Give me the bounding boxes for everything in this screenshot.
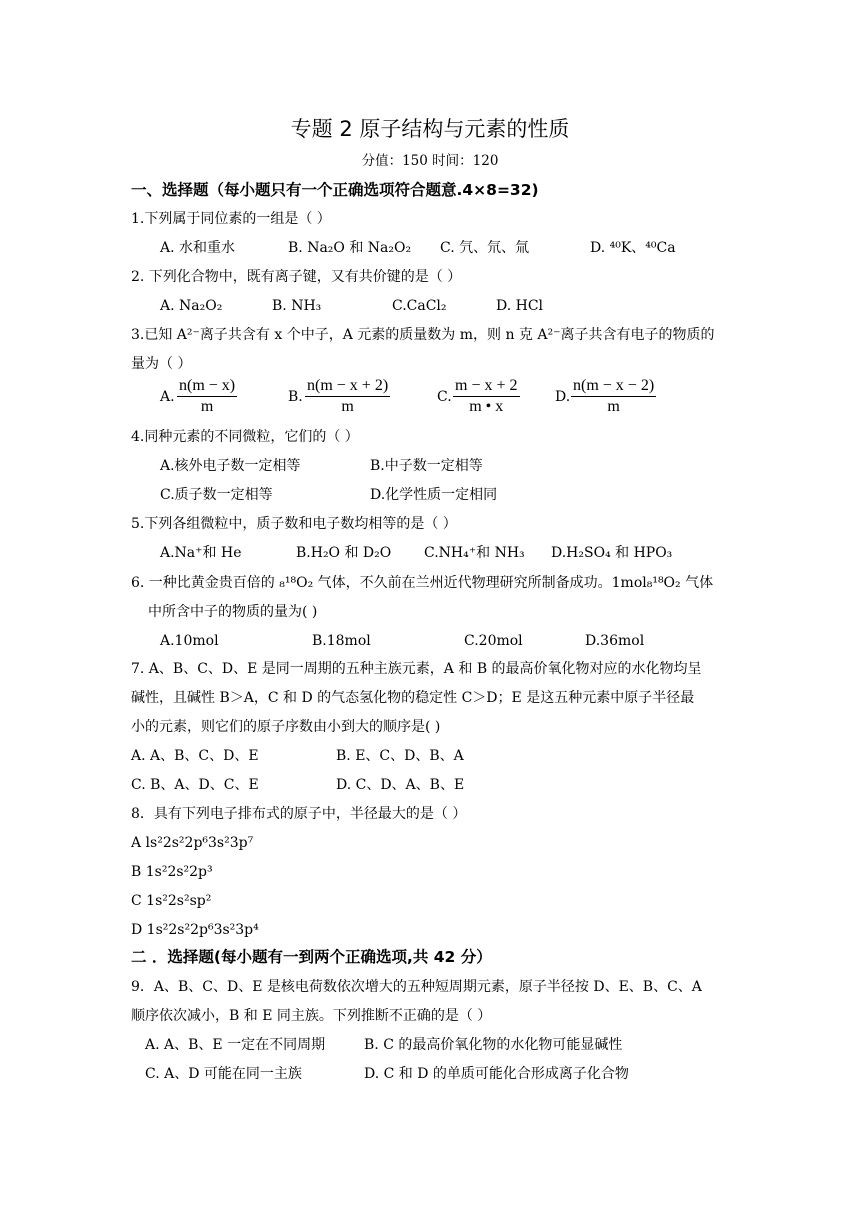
q1-option-b: B. Na₂O 和 Na₂O₂ [288,240,412,256]
q7-option-b: B. E、C、D、B、A [336,748,464,764]
q9-stem-line1: 9．A、B、C、D、E 是核电荷数依次增大的五种短周期元素，原子半径按 D、E、B、C、A [131,979,702,995]
q9-option-d: D. C 和 D 的单质可能化合形成离子化合物 [364,1066,629,1082]
q5-option-d: D.H₂SO₄ 和 HPO₃ [551,545,673,561]
score-time: 分值：150 时间：120 [361,153,499,169]
q3-c-denominator: m • x [469,398,504,415]
section-1-heading: 一、选择题（每小题只有一个正确选项符合题意.4×8=32) [131,181,539,199]
section-2-heading: 二 ．选择题(每小题有一到两个正确选项,共 42 分） [131,948,492,966]
q3-option-a-label: A. [160,389,175,405]
q4-option-b: B.中子数一定相等 [370,458,483,474]
q1-option-c: C. 氕、氘、氚 [440,240,530,256]
q5-option-b: B.H₂O 和 D₂O [296,545,392,561]
q3-option-d-label: D. [555,389,571,405]
q4-stem: 4.同种元素的不同微粒，它们的（ ） [131,429,359,445]
q2-option-b: B. NH₃ [272,298,322,314]
q3-stem-line1: 3.已知 A²⁻离子共含有 x 个中子，A 元素的质量数为 m，则 n 克 A²⁻离子共含有电子的物质的 [131,327,715,343]
q9-option-a: A. A、B、E 一定在不同周期 [145,1037,326,1053]
q6-stem-line2: 中所含中子的物质的量为( ) [148,604,318,620]
q9-option-b: B. C 的最高价氧化物的水化物可能显碱性 [364,1037,623,1053]
q7-stem-line2: 碱性，且碱性 B＞A，C 和 D 的气态氢化物的稳定性 C＞D；E 是这五种元素中原子半径最 [131,690,695,706]
q1-stem: 1.下列属于同位素的一组是（ ） [131,211,331,227]
q5-stem: 5.下列各组微粒中，质子数和电子数均相等的是（ ） [131,516,457,532]
q3-b-denominator: m [341,398,354,415]
q3-d-denominator: m [607,398,620,415]
q7-stem-line1: 7. A、B、C、D、E 是同一周期的五种主族元素，A 和 B 的最高价氧化物对应的水化物均呈 [131,661,702,677]
q4-option-c: C.质子数一定相等 [160,487,273,503]
q9-stem-line2: 顺序依次减小，B 和 E 同主族。下列推断不正确的是（ ） [131,1008,492,1024]
q6-option-b: B.18mol [312,633,371,649]
q6-option-a: A.10mol [160,633,219,649]
q3-d-numerator: n(m − x − 2) [573,377,655,394]
q3-option-c-label: C. [437,389,452,405]
q3-option-b-label: B. [288,389,303,405]
q8-option-a: A ls²2s²2p⁶3s²3p⁷ [131,835,254,851]
q5-option-c: C.NH₄⁺和 NH₃ [424,545,525,561]
q2-option-d: D. HCl [496,298,544,314]
q4-option-d: D.化学性质一定相同 [370,487,498,503]
q2-option-a: A. Na₂O₂ [160,298,223,314]
q3-option-d-fraction [571,376,656,417]
q3-a-denominator: m [200,398,214,415]
q6-option-c: C.20mol [464,633,523,649]
page-title: 专题 2 原子结构与元素的性质 [290,117,570,141]
q8-option-c: C 1s²2s²sp² [131,893,212,909]
q2-option-c: C.CaCl₂ [392,298,447,314]
q3-stem-line2: 量为（ ） [131,356,192,372]
q1-option-d: D. ⁴⁰K、⁴⁰Ca [590,240,676,256]
q9-option-c: C. A、D 可能在同一主族 [145,1066,302,1082]
q7-option-c: C. B、A、D、C、E [131,777,259,793]
q7-option-d: D. C、D、A、B、E [336,777,465,793]
q4-option-a: A.核外电子数一定相等 [160,458,301,474]
q3-a-numerator: n(m − x) [179,377,236,394]
q8-stem: 8．具有下列电子排布式的原子中，半径最大的是（ ） [131,806,467,822]
q3-option-a-fraction [177,376,237,417]
q6-option-d: D.36mol [585,633,645,649]
q7-stem-line3: 小的元素，则它们的原子序数由小到大的顺序是( ) [131,719,441,735]
q8-option-d: D 1s²2s²2p⁶3s²3p⁴ [131,922,259,938]
q3-option-c-fraction [453,376,520,417]
q5-option-a: A.Na⁺和 He [160,545,242,561]
q3-b-numerator: n(m − x + 2) [307,377,389,394]
q6-stem-line1: 6. 一种比黄金贵百倍的 ₈¹⁸O₂ 气体，不久前在兰州近代物理研究所制备成功。1mol₈¹⁸O₂ 气体 [131,575,714,591]
q7-option-a: A. A、B、C、D、E [131,748,259,764]
q8-option-b: B 1s²2s²2p³ [131,864,213,880]
q2-stem: 2. 下列化合物中，既有离子键，又有共价键的是（ ） [131,269,462,285]
q3-option-b-fraction [305,376,390,417]
q1-option-a: A. 水和重水 [160,240,236,256]
q3-c-numerator: m − x + 2 [455,377,518,394]
